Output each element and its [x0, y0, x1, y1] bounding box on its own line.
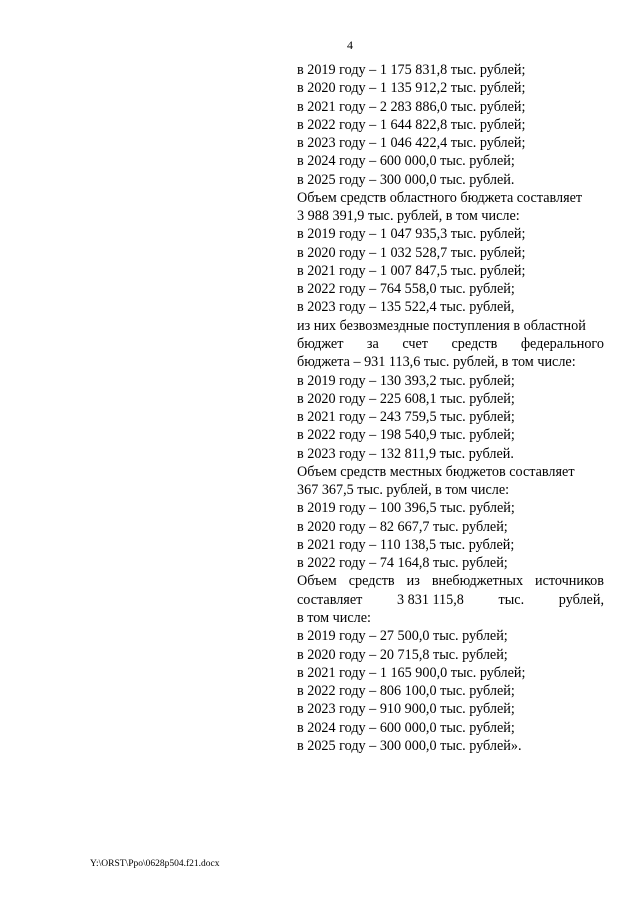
- text-line: Объем средств местных бюджетов составляет: [297, 463, 575, 480]
- text-word: средств: [451, 335, 498, 352]
- page-number: 4: [347, 38, 353, 52]
- text-line: [297, 335, 604, 353]
- text-word: из: [406, 573, 420, 590]
- text-line: в 2025 году – 300 000,0 тыс. рублей.: [297, 171, 515, 188]
- text-word: счет: [402, 335, 428, 352]
- text-line: в 2023 году – 132 811,9 тыс. рублей.: [297, 445, 514, 462]
- text-line: в 2024 году – 600 000,0 тыс. рублей;: [297, 153, 515, 170]
- document-body: [297, 61, 604, 755]
- text-word: федерального: [520, 335, 604, 352]
- text-line: в том числе:: [297, 609, 371, 626]
- text-line: Объем средств областного бюджета составляет: [297, 189, 583, 206]
- text-line: 367 367,5 тыс. рублей, в том числе:: [297, 482, 510, 499]
- text-line: [297, 572, 604, 590]
- text-line: в 2020 году – 82 667,7 тыс. рублей;: [297, 518, 508, 535]
- text-line: 3 988 391,9 тыс. рублей, в том числе:: [297, 208, 520, 225]
- text-line: в 2019 году – 27 500,0 тыс. рублей;: [297, 628, 508, 645]
- text-word: составляет: [297, 591, 363, 608]
- text-line: в 2020 году – 20 715,8 тыс. рублей;: [297, 646, 508, 663]
- text-word: Объем: [297, 573, 337, 590]
- text-word: бюджет: [297, 335, 344, 352]
- text-line: из них безвозмездные поступления в областной: [297, 317, 586, 334]
- text-line: в 2019 году – 1 047 935,3 тыс. рублей;: [297, 226, 526, 243]
- text-line: в 2021 году – 243 759,5 тыс. рублей;: [297, 409, 515, 426]
- text-word: 3 831 115,8: [397, 591, 464, 608]
- text-line: в 2019 году – 1 175 831,8 тыс. рублей;: [297, 62, 526, 78]
- text-word: за: [366, 335, 379, 352]
- text-line: в 2022 году – 806 100,0 тыс. рублей;: [297, 683, 515, 700]
- text-line: в 2020 году – 1 135 912,2 тыс. рублей;: [297, 80, 526, 97]
- text-line: в 2024 году – 600 000,0 тыс. рублей;: [297, 719, 515, 736]
- text-word: внебюджетных: [431, 573, 524, 590]
- text-line: в 2020 году – 225 608,1 тыс. рублей;: [297, 390, 515, 407]
- file-path-footer: Y:\ORST\Ppo\0628p504.f21.docx: [90, 859, 220, 869]
- text-line: в 2021 году – 1 007 847,5 тыс. рублей;: [297, 262, 526, 279]
- text-line: бюджета – 931 113,6 тыс. рублей, в том числе:: [297, 354, 576, 371]
- text-line: в 2022 году – 1 644 822,8 тыс. рублей;: [297, 116, 526, 133]
- text-line: в 2022 году – 74 164,8 тыс. рублей;: [297, 555, 508, 572]
- text-line: в 2023 году – 910 900,0 тыс. рублей;: [297, 701, 515, 718]
- text-line: [297, 591, 604, 609]
- text-line: в 2021 году – 1 165 900,0 тыс. рублей;: [297, 664, 526, 681]
- text-line: в 2021 году – 110 138,5 тыс. рублей;: [297, 536, 515, 553]
- text-line: в 2022 году – 198 540,9 тыс. рублей;: [297, 427, 515, 444]
- text-line: в 2019 году – 130 393,2 тыс. рублей;: [297, 372, 515, 389]
- text-line: в 2021 году – 2 283 886,0 тыс. рублей;: [297, 98, 526, 115]
- text-word: средств: [348, 573, 395, 590]
- text-word: источников: [535, 573, 604, 590]
- text-line: в 2022 году – 764 558,0 тыс. рублей;: [297, 281, 515, 298]
- text-word: рублей,: [558, 591, 604, 608]
- text-line: в 2023 году – 135 522,4 тыс. рублей,: [297, 299, 515, 316]
- text-line: в 2019 году – 100 396,5 тыс. рублей;: [297, 500, 515, 517]
- text-line: в 2020 году – 1 032 528,7 тыс. рублей;: [297, 244, 526, 261]
- text-word: тыс.: [498, 591, 525, 608]
- text-line: в 2025 году – 300 000,0 тыс. рублей».: [297, 737, 522, 754]
- text-line: в 2023 году – 1 046 422,4 тыс. рублей;: [297, 135, 526, 152]
